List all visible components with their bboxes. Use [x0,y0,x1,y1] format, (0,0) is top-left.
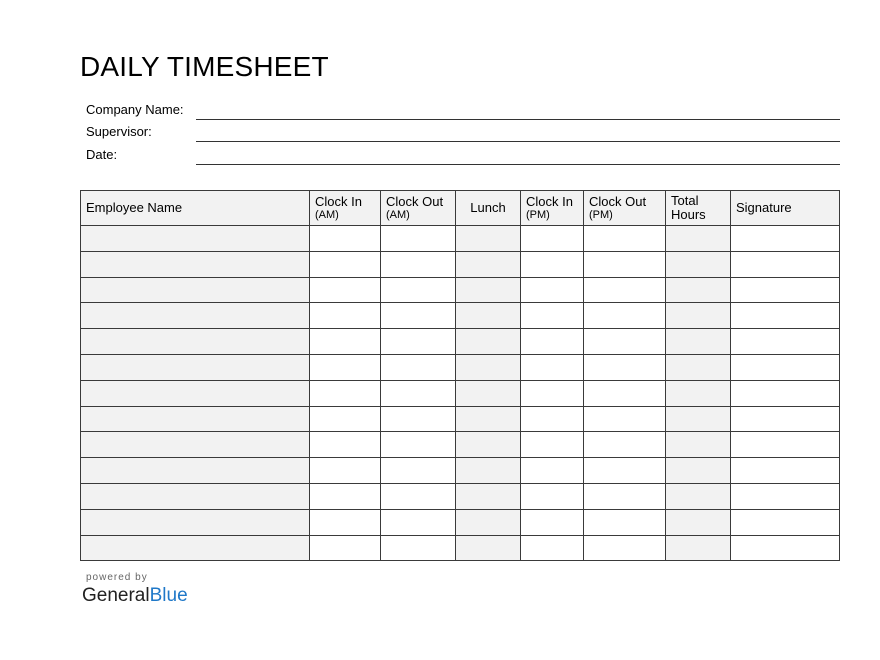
cell-lunch[interactable] [456,380,521,406]
logo-blue: Blue [149,585,188,606]
cell-clock-out-pm[interactable] [584,303,666,329]
header-signature: Signature [731,191,840,226]
cell-clock-in-pm[interactable] [521,354,584,380]
cell-clock-out-pm[interactable] [584,354,666,380]
header-lunch: Lunch [456,191,521,226]
table-row [81,432,840,458]
cell-clock-out-am[interactable] [381,380,456,406]
supervisor-label: Supervisor: [86,124,152,139]
header-clock-in-am: Clock In (AM) [310,191,381,226]
cell-signature[interactable] [731,483,840,509]
cell-total-hours[interactable] [666,509,731,535]
cell-clock-in-am[interactable] [310,458,381,484]
cell-clock-in-pm[interactable] [521,303,584,329]
cell-total-hours[interactable] [666,483,731,509]
cell-clock-out-pm[interactable] [584,535,666,561]
cell-lunch[interactable] [456,251,521,277]
table-row [81,483,840,509]
cell-lunch[interactable] [456,432,521,458]
cell-clock-out-am[interactable] [381,535,456,561]
timesheet-body [81,226,840,561]
cell-clock-out-am[interactable] [381,406,456,432]
cell-clock-in-am[interactable] [310,303,381,329]
cell-lunch[interactable] [456,303,521,329]
cell-total-hours[interactable] [666,432,731,458]
cell-signature[interactable] [731,277,840,303]
cell-clock-in-am[interactable] [310,329,381,355]
cell-lunch[interactable] [456,483,521,509]
cell-employee-name[interactable] [81,432,310,458]
date-line [196,164,840,165]
company-name-line [196,119,840,120]
table-row [81,251,840,277]
cell-clock-out-pm[interactable] [584,329,666,355]
cell-clock-out-pm[interactable] [584,277,666,303]
cell-total-hours[interactable] [666,406,731,432]
cell-clock-out-pm[interactable] [584,458,666,484]
cell-clock-in-pm[interactable] [521,432,584,458]
cell-total-hours[interactable] [666,354,731,380]
header-clock-out-am: Clock Out (AM) [381,191,456,226]
cell-employee-name[interactable] [81,354,310,380]
cell-employee-name[interactable] [81,251,310,277]
cell-clock-in-am[interactable] [310,432,381,458]
cell-total-hours[interactable] [666,380,731,406]
table-row [81,535,840,561]
cell-lunch[interactable] [456,277,521,303]
cell-clock-in-am[interactable] [310,406,381,432]
date-field [86,145,840,165]
table-row [81,277,840,303]
cell-employee-name[interactable] [81,509,310,535]
powered-by-text: powered by [86,572,148,583]
cell-clock-in-am[interactable] [310,483,381,509]
cell-clock-out-am[interactable] [381,329,456,355]
cell-clock-in-am[interactable] [310,277,381,303]
cell-clock-in-pm[interactable] [521,535,584,561]
table-row [81,380,840,406]
cell-signature[interactable] [731,380,840,406]
table-row [81,458,840,484]
table-row [81,303,840,329]
cell-total-hours[interactable] [666,329,731,355]
cell-total-hours[interactable] [666,226,731,252]
cell-lunch[interactable] [456,226,521,252]
cell-employee-name[interactable] [81,226,310,252]
cell-clock-in-pm[interactable] [521,329,584,355]
cell-clock-out-pm[interactable] [584,509,666,535]
header-clock-out-pm: Clock Out (PM) [584,191,666,226]
cell-clock-in-pm[interactable] [521,380,584,406]
table-row [81,226,840,252]
cell-lunch[interactable] [456,535,521,561]
cell-clock-out-am[interactable] [381,277,456,303]
cell-clock-in-pm[interactable] [521,277,584,303]
cell-clock-out-pm[interactable] [584,406,666,432]
cell-clock-in-pm[interactable] [521,458,584,484]
cell-clock-out-pm[interactable] [584,226,666,252]
cell-signature[interactable] [731,458,840,484]
cell-signature[interactable] [731,406,840,432]
cell-signature[interactable] [731,226,840,252]
cell-signature[interactable] [731,329,840,355]
cell-employee-name[interactable] [81,277,310,303]
cell-clock-out-am[interactable] [381,354,456,380]
cell-clock-out-pm[interactable] [584,251,666,277]
cell-lunch[interactable] [456,354,521,380]
cell-clock-out-am[interactable] [381,226,456,252]
cell-signature[interactable] [731,509,840,535]
page-title: DAILY TIMESHEET [80,51,329,82]
cell-clock-in-am[interactable] [310,509,381,535]
cell-clock-in-pm[interactable] [521,509,584,535]
cell-clock-out-pm[interactable] [584,432,666,458]
cell-total-hours[interactable] [666,458,731,484]
cell-lunch[interactable] [456,458,521,484]
company-name-label: Company Name: [86,102,184,117]
cell-signature[interactable] [731,535,840,561]
cell-clock-in-pm[interactable] [521,251,584,277]
cell-clock-out-pm[interactable] [584,380,666,406]
cell-employee-name[interactable] [81,483,310,509]
cell-employee-name[interactable] [81,329,310,355]
cell-signature[interactable] [731,303,840,329]
cell-clock-out-am[interactable] [381,432,456,458]
cell-lunch[interactable] [456,509,521,535]
cell-clock-out-am[interactable] [381,251,456,277]
table-row [81,406,840,432]
table-row [81,354,840,380]
timesheet-table [80,190,840,561]
cell-lunch[interactable] [456,329,521,355]
cell-clock-in-pm[interactable] [521,226,584,252]
cell-clock-in-am[interactable] [310,354,381,380]
cell-clock-in-am[interactable] [310,535,381,561]
cell-employee-name[interactable] [81,535,310,561]
cell-clock-out-am[interactable] [381,303,456,329]
cell-total-hours[interactable] [666,277,731,303]
supervisor-field [86,122,840,142]
header-employee-name: Employee Name [81,191,310,226]
date-label: Date: [86,147,118,162]
cell-total-hours[interactable] [666,535,731,561]
header-clock-in-pm: Clock In (PM) [521,191,584,226]
cell-clock-out-am[interactable] [381,483,456,509]
cell-employee-name[interactable] [81,303,310,329]
company-name-field [86,100,840,120]
cell-clock-in-am[interactable] [310,251,381,277]
cell-employee-name[interactable] [81,406,310,432]
cell-total-hours[interactable] [666,251,731,277]
table-row [81,329,840,355]
cell-employee-name[interactable] [81,458,310,484]
header-total-hours: Total Hours [666,191,731,226]
cell-clock-out-am[interactable] [381,509,456,535]
table-row [81,509,840,535]
cell-clock-in-pm[interactable] [521,406,584,432]
header-row [81,191,840,226]
generalblue-logo [82,585,188,607]
cell-clock-in-pm[interactable] [521,483,584,509]
cell-total-hours[interactable] [666,303,731,329]
cell-employee-name[interactable] [81,380,310,406]
cell-lunch[interactable] [456,406,521,432]
cell-signature[interactable] [731,432,840,458]
supervisor-line [196,141,840,142]
cell-signature[interactable] [731,251,840,277]
cell-clock-in-am[interactable] [310,380,381,406]
cell-clock-out-pm[interactable] [584,483,666,509]
logo-general: General [82,585,150,606]
cell-clock-in-am[interactable] [310,226,381,252]
cell-clock-out-am[interactable] [381,458,456,484]
cell-signature[interactable] [731,354,840,380]
